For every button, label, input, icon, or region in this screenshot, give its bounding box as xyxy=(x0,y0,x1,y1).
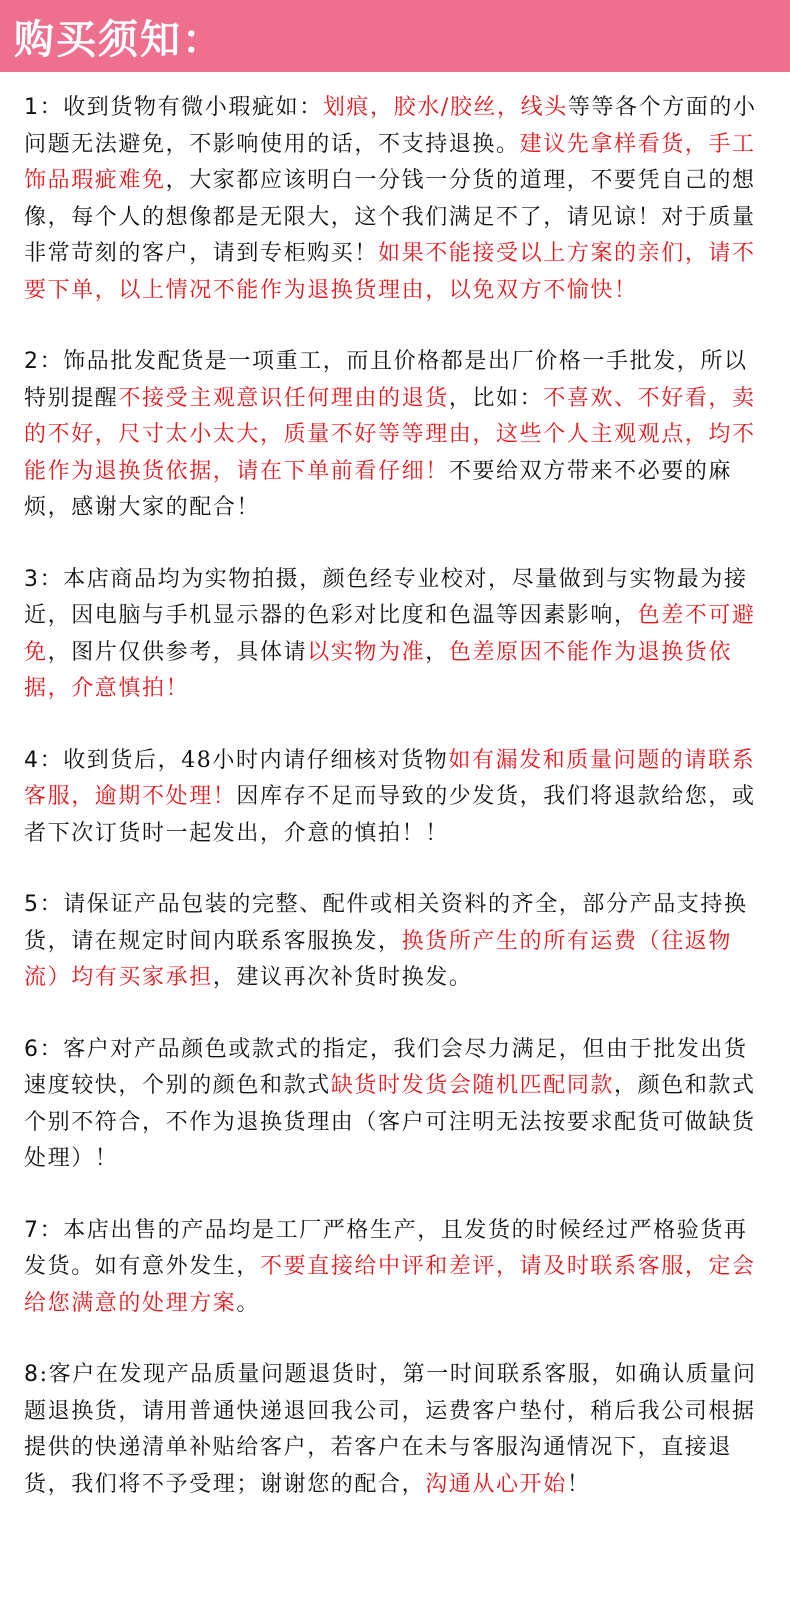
highlighted-text: 不喜欢、不好看，卖的不好，尺寸太小太大，质量不好等等理由，这些个人主观观点，均不能作为退换货依据，请在下单前看仔细！ xyxy=(24,385,756,484)
notice-item-2 xyxy=(24,344,766,527)
notice-text: ，大家都应该明白一分钱一分货的道理，不要凭自己的想像，每个人的想像都是无限大，这个我们满足不了，请见谅！对于质量非常苛刻的客户，请到专柜购买！ xyxy=(24,168,756,266)
notice-number: 3 xyxy=(24,566,40,592)
notice-text: ：请保证产品包装的完整、配件或相关资料的齐全，部分产品支持换货，请在规定时间内联系客服换发， xyxy=(24,892,748,954)
notice-text: 等等各个方面的小问题无法避免，不影响使用的话，不支持退换。 xyxy=(24,95,757,157)
highlighted-text: 不要直接给中评和差评，请及时联系客服，定会给您满意的处理方案 xyxy=(24,1254,756,1316)
highlighted-text: 缺货时发货会随机匹配同款 xyxy=(330,1073,615,1098)
header-banner xyxy=(0,0,790,72)
notice-number: 6 xyxy=(24,1036,40,1062)
notice-number: 8 xyxy=(24,1362,40,1387)
notice-text: ， xyxy=(425,639,449,665)
highlighted-text: 以实物为准 xyxy=(307,639,426,665)
highlighted-text: 沟通从心开始 xyxy=(425,1471,567,1497)
notice-text: :客户在发现产品质量问题退货时，第一时间联系客服，如确认质量问题退换货，请用普通快递退回我公司，运费客户垫付，稍后我公司根据提供的快递清单补贴给客户，若客户在未与客服沟通情况下，直接退货，我们将不予受理；谢谢您的配合， xyxy=(24,1362,757,1497)
notice-item-8 xyxy=(24,1357,766,1503)
notice-number: 7 xyxy=(24,1217,40,1243)
highlighted-text: 如有漏发和质量问题的请联系客服，逾期不处理！ xyxy=(24,747,756,809)
notice-text: ：收到货物有微小瑕疵如： xyxy=(39,95,323,120)
notice-item-6 xyxy=(24,1032,766,1178)
page-title: 购买须知： xyxy=(14,16,224,63)
notice-number: 2 xyxy=(24,349,40,374)
highlighted-text: 如果不能接受以上方案的亲们，请不要下单，以上情况不能作为退换货理由，以免双方不愉快！ xyxy=(24,241,756,303)
notice-item-3 xyxy=(24,562,766,708)
notice-text: ：客户对产品颜色或款式的指定，我们会尽力满足，但由于批发出货速度较快，个别的颜色和款式 xyxy=(24,1036,748,1098)
notice-text: 。 xyxy=(236,1290,261,1316)
highlighted-text: 色差不可避免 xyxy=(24,603,756,665)
notice-text: ！ xyxy=(566,1471,591,1497)
notice-item-1 xyxy=(24,90,766,309)
notice-text: ：本店商品均为实物拍摄，颜色经专业校对，尽量做到与实物最为接近，因电脑与手机显示器的色彩对比度和色温等因素影响， xyxy=(24,566,748,628)
notice-text: ：收到货后，48小时内请仔细核对货物 xyxy=(39,747,449,773)
highlighted-text: 划痕，胶水/胶丝，线头 xyxy=(322,95,568,120)
notice-text: ，建议再次补货时换发。 xyxy=(212,965,473,990)
notice-number: 1 xyxy=(24,95,40,120)
notice-text: ：饰品批发配货是一项重工，而且价格都是出厂价格一手批发，所以特别提醒 xyxy=(24,349,748,411)
notice-item-4 xyxy=(24,743,766,853)
highlighted-text: 色差原因不能作为退换货依据，介意慎拍！ xyxy=(24,639,733,701)
highlighted-text: 不接受主观意识任何理由的退货 xyxy=(118,385,449,411)
highlighted-text: 建议先拿样看货，手工饰品瑕疵难免 xyxy=(24,131,756,193)
notice-text: ：本店出售的产品均是工厂严格生产，且发货的时候经过严格验货再发货。如有意外发生， xyxy=(24,1217,748,1279)
notice-text: 因库存不足而导致的少发货，我们将退款给您，或者下次订货时一起发出，介意的慎拍！！ xyxy=(24,784,756,846)
notice-item-5 xyxy=(24,887,766,997)
highlighted-text: 换货所产生的所有运费（往返物流）均有买家承担 xyxy=(24,928,733,990)
notice-content xyxy=(0,72,766,1503)
notice-text: 不要给双方带来不必要的麻烦，感谢大家的配合！ xyxy=(24,458,733,520)
notice-item-7 xyxy=(24,1213,766,1323)
notice-text: ，颜色和款式个别不符合，不作为退换货理由（客户可注明无法按要求配货可做缺货处理）！ xyxy=(24,1073,756,1171)
notice-text: ，图片仅供参考，具体请 xyxy=(47,639,308,665)
notice-text: ，比如： xyxy=(448,385,544,411)
notice-number: 4 xyxy=(24,747,40,773)
notice-number: 5 xyxy=(24,892,40,917)
